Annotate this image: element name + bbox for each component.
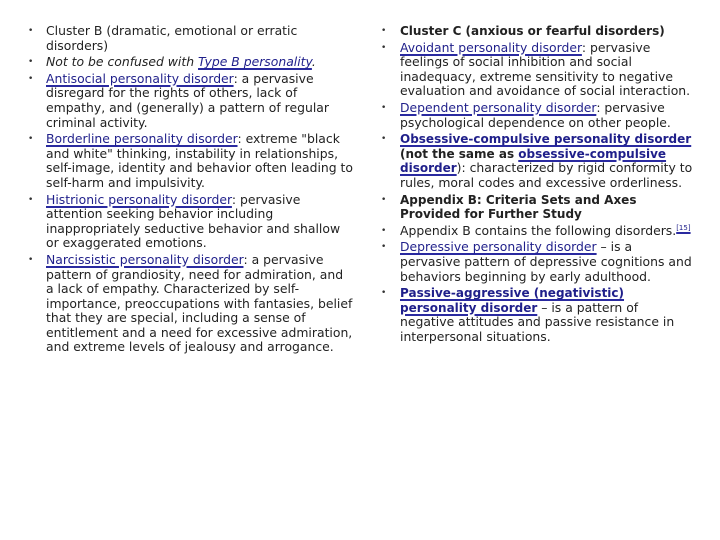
hatnote-period: . [311,54,316,70]
type-b-personality-link[interactable]: Type B personality [198,54,312,70]
right-column [381,24,693,346]
citation-15-link[interactable]: [15] [676,223,691,232]
passive-aggressive-pd-description: – is a pattern of negative attitudes and passive resistance in interpersonal situations. [400,299,675,344]
list-item [28,193,354,251]
ocpd-description: ): characterized by rigid conformity to rules, moral codes and excessive orderliness. [400,160,693,190]
passive-aggressive-pd-link[interactable]: Passive-aggressive (negativistic) personality disorder [400,286,625,315]
list-item [381,224,693,239]
list-item [28,24,354,53]
cluster-c-heading: Cluster C (anxious or fearful disorders) [400,24,665,38]
list-item [381,41,693,99]
avoidant-pd-link[interactable]: Avoidant personality disorder [400,39,582,55]
narcissistic-pd-description: : a pervasive pattern of grandiosity, need for admiration, and a lack of empathy. Characterized by self-importance, preoccupations with fantasies, belief that they are special, including a sense of entitlement and a need for excessive admiration, and extreme levels of jealousy and arrogance. [46,251,353,355]
borderline-pd-description: : extreme "black and white" thinking, instability in relationships, self-image, identity and behavior often leading to self-harm and impulsivity. [46,131,353,190]
cluster-b-list [28,24,354,355]
cluster-c-list [381,24,693,344]
histrionic-pd-description: : pervasive attention seeking behavior including inappropriately seductive behavior and shallow or exaggerated emotions. [46,191,341,251]
list-item [28,72,354,130]
list-item [28,253,354,355]
left-column [28,24,354,357]
hatnote-text: Not to be confused with [46,54,199,70]
list-item [28,132,354,190]
list-item [381,132,693,190]
list-item [381,286,693,344]
ocpd-link[interactable]: Obsessive-compulsive personality disorder [400,132,692,147]
dependent-pd-description: : pervasive psychological dependence on other people. [400,99,671,130]
appendix-b-heading: Appendix B: Criteria Sets and Axes Provided for Further Study [400,192,637,222]
depressive-pd-link[interactable]: Depressive personality disorder [400,239,597,255]
histrionic-pd-link[interactable]: Histrionic personality disorder [46,191,232,207]
dependent-pd-link[interactable]: Dependent personality disorder [400,99,597,115]
list-item [381,24,693,39]
appendix-b-text: Appendix B contains the following disorders. [400,222,677,238]
ocd-link[interactable]: obsessive-compulsive disorder [400,146,667,176]
narcissistic-pd-link[interactable]: Narcissistic personality disorder [46,251,244,267]
avoidant-pd-description: : pervasive feelings of social inhibition and social inadequacy, extreme sensitivity to negative evaluation and avoidance of social interaction. [400,39,691,99]
depressive-pd-description: – is a pervasive pattern of depressive cognitions and behaviors beginning by early adulthood. [400,239,692,284]
ocpd-note: (not the same as [400,146,519,161]
antisocial-pd-link[interactable]: Antisocial personality disorder [46,70,234,86]
list-item [381,193,693,222]
borderline-pd-link[interactable]: Borderline personality disorder [46,131,238,147]
antisocial-pd-description: : a pervasive disregard for the rights of others, lack of empathy, and (generally) a pattern of regular criminal activity. [46,70,329,130]
list-item [381,101,693,130]
list-item [28,55,354,70]
list-item [381,240,693,284]
cluster-b-heading: Cluster B (dramatic, emotional or erratic disorders) [46,23,298,53]
